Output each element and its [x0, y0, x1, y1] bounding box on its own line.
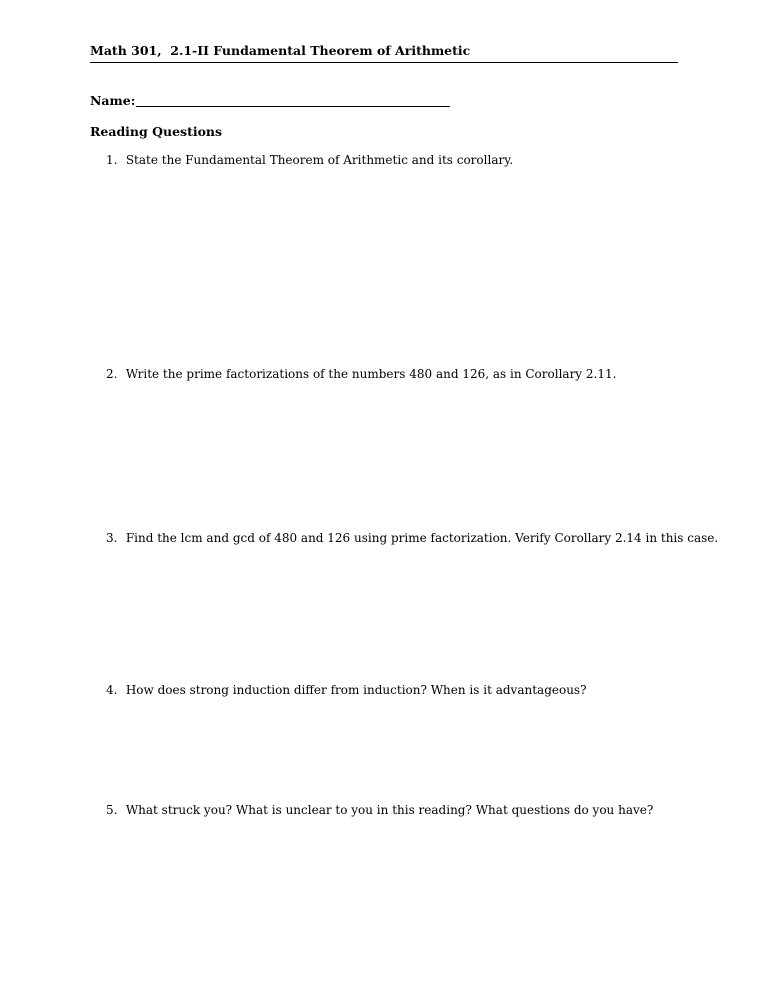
question-text: Find the lcm and gcd of 480 and 126 using prime factorization. Verify Corollary 2.14 in this case. [125, 531, 719, 545]
page-title: Math 301, 2.1-II Fundamental Theorem of Arithmetic [90, 43, 471, 58]
name-label: Name: [90, 93, 136, 108]
question-5 [106, 803, 653, 817]
question-text: State the Fundamental Theorem of Arithmetic and its corollary. [125, 153, 514, 167]
section-heading: Reading Questions [90, 124, 223, 139]
question-2 [106, 367, 616, 381]
name-blank-line[interactable] [136, 106, 450, 107]
header-divider [90, 62, 678, 63]
question-text: Write the prime factorizations of the numbers 480 and 126, as in Corollary 2.11. [125, 367, 617, 381]
question-number: 5. [106, 803, 118, 817]
question-3 [106, 531, 718, 545]
question-1 [106, 153, 513, 167]
question-number: 3. [106, 531, 118, 545]
question-4 [106, 683, 587, 697]
question-number: 4. [106, 683, 118, 697]
question-text: How does strong induction differ from induction? When is it advantageous? [125, 683, 587, 697]
question-number: 1. [106, 153, 118, 167]
question-text: What struck you? What is unclear to you in this reading? What questions do you have? [125, 803, 654, 817]
question-number: 2. [106, 367, 118, 381]
